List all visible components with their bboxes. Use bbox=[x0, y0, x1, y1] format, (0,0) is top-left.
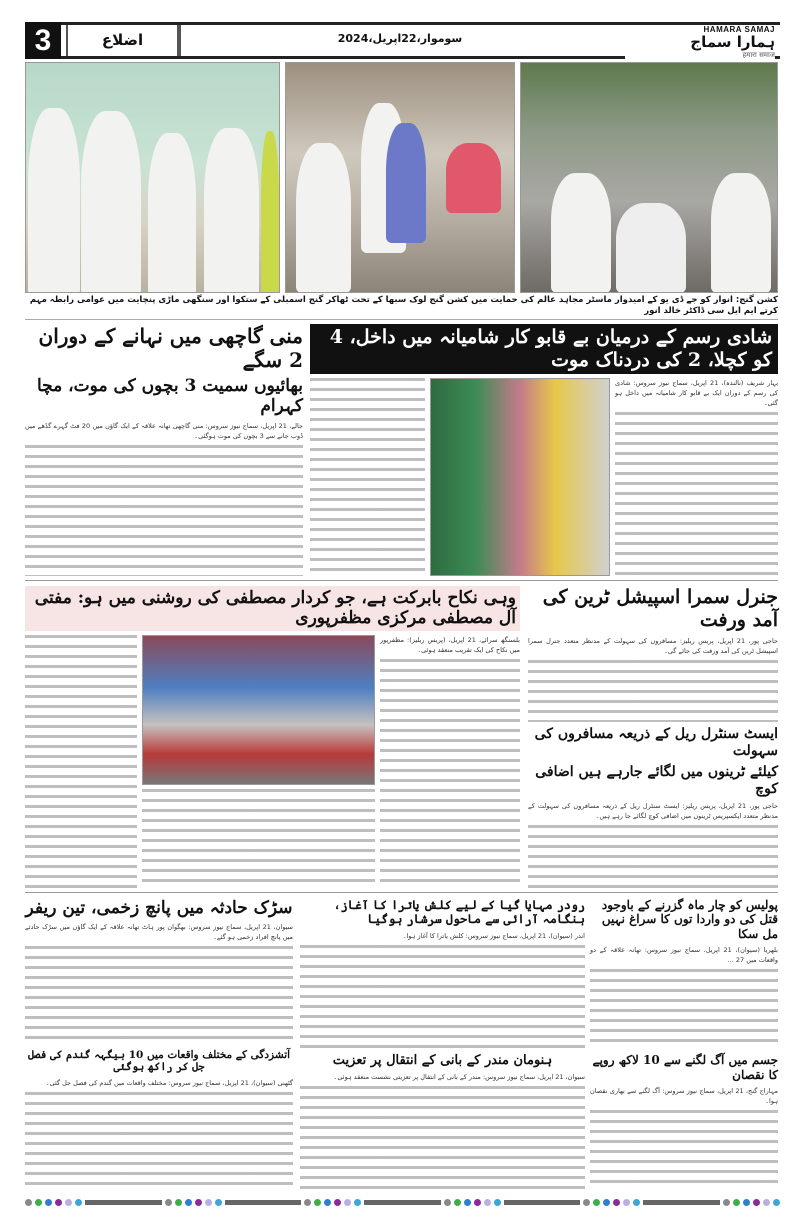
story-text-wedding-accident-2 bbox=[310, 378, 425, 576]
story-text-extra-coaches bbox=[528, 825, 778, 888]
logo-english: HAMARA SAMAJ bbox=[703, 25, 775, 34]
footer-bar-segment bbox=[504, 1200, 581, 1205]
story-lede-wedding-accident: بہار شریف (نالندہ)، 21 اپریل، سماج نیوز سروس: شادی کی رسم کے دوران ایک بے قابو کار شامیانہ میں داخل ہو گئی۔ bbox=[615, 378, 778, 407]
footer-decorative-bar bbox=[25, 1198, 780, 1206]
issue-date: سوموار،22اپریل،2024 bbox=[337, 32, 463, 45]
headline-police-murder: پولیس کو چار ماہ گزرنے کے باوجود قتل کی دو واردا توں کا سراغ نہیں مل سکا bbox=[601, 898, 778, 941]
divider bbox=[25, 892, 778, 893]
story-text-drowning bbox=[25, 445, 303, 576]
photo-public-gathering bbox=[520, 62, 778, 293]
photo-group-standing bbox=[25, 62, 280, 293]
story-lede-kalash-yatra: اندر (سیوان)، 21 اپریل، سماج نیوز سروس: کلش یاترا کا آغاز ہوا۔ bbox=[402, 931, 585, 940]
footer-dot bbox=[474, 1199, 481, 1206]
footer-dot bbox=[494, 1199, 501, 1206]
footer-dot bbox=[583, 1199, 590, 1206]
footer-dot bbox=[484, 1199, 491, 1206]
footer-dot bbox=[45, 1199, 52, 1206]
story-text-nikah-2 bbox=[25, 635, 137, 888]
footer-bar-segment bbox=[364, 1200, 441, 1205]
footer-dot bbox=[344, 1199, 351, 1206]
story-text-wedding-accident bbox=[615, 412, 778, 576]
subheadline-extra-coaches: کیلئے ٹرینوں میں لگائے جارہے ہیں اضافی کوچ bbox=[535, 763, 778, 797]
headline-condolence: ہنومان مندر کے بانی کے انتقال پر تعزیت bbox=[332, 1052, 553, 1068]
story-lede-special-train: حاجی پور، 21 اپریل، پریس ریلیز: مسافروں کی سہولت کے مدنظر متعدد جنرل سمرا اسپیشل ٹرین کی آمد ورفت کی جائے گی۔ bbox=[528, 636, 778, 655]
headline-road-accident: سڑک حادثہ میں پانچ زخمی، تین ریفر bbox=[25, 898, 293, 918]
story-drowning bbox=[25, 324, 303, 576]
footer-dot bbox=[723, 1199, 730, 1206]
footer-dot bbox=[613, 1199, 620, 1206]
footer-dot bbox=[185, 1199, 192, 1206]
footer-dot bbox=[773, 1199, 780, 1206]
story-trains bbox=[528, 586, 778, 888]
footer-dot bbox=[175, 1199, 182, 1206]
story-text-nikah-3 bbox=[142, 789, 375, 888]
footer-dot bbox=[334, 1199, 341, 1206]
footer-dot bbox=[623, 1199, 630, 1206]
headline-fire-loss: جسم میں آگ لگنے سے 10 لاکھ روپے کا نقصان bbox=[592, 1053, 778, 1082]
story-text-wheat-fire bbox=[25, 1092, 293, 1190]
logo-urdu: ہمارا سماج bbox=[690, 33, 775, 51]
story-lede-drowning: جالے، 21 اپریل، سماج نیوز سروس: منی گاچھی تھانہ علاقہ کے ایک گاؤں میں 20 فٹ گہرے گڈھے میں ڈوب جانے سے 3 بچوں کی موت ہوگئی۔ bbox=[25, 421, 303, 440]
story-text-road-accident bbox=[25, 946, 293, 1044]
headline-extra-coaches: ایسٹ سنٹرل ریل کے ذریعہ مسافروں کی سہولت bbox=[534, 726, 778, 759]
footer-dot bbox=[753, 1199, 760, 1206]
footer-dot bbox=[215, 1199, 222, 1206]
footer-dot bbox=[65, 1199, 72, 1206]
photo-grieving-family bbox=[430, 378, 610, 576]
story-text-police-murder bbox=[590, 969, 778, 1049]
footer-dot bbox=[55, 1199, 62, 1206]
footer-dot bbox=[165, 1199, 172, 1206]
story-column-left bbox=[25, 898, 293, 1190]
photo-meeting-seated bbox=[285, 62, 515, 293]
footer-dot bbox=[314, 1199, 321, 1206]
story-lede-wheat-fire: گٹھنی (سیوان)، 21 اپریل، سماج نیوز سروس: مختلف واقعات میں گندم کی فصل جل گئی۔ bbox=[45, 1078, 293, 1087]
story-lede-nikah: بلسنگھ سرائے، 21 اپریل، (پریس ریلیز): مظفرپور میں نکاح کی ایک تقریب منعقد ہوئی۔ bbox=[380, 635, 520, 654]
footer-dot bbox=[444, 1199, 451, 1206]
story-wedding-accident bbox=[310, 324, 778, 576]
footer-dot bbox=[205, 1199, 212, 1206]
story-text-special-train bbox=[528, 660, 778, 723]
footer-bar-segment bbox=[643, 1200, 720, 1205]
photo-nikah-gathering bbox=[142, 635, 375, 785]
footer-dot bbox=[743, 1199, 750, 1206]
footer-dot bbox=[593, 1199, 600, 1206]
footer-dot bbox=[304, 1199, 311, 1206]
footer-bar-segment bbox=[225, 1200, 302, 1205]
photo-caption: کشن گنج: انوار کو جے ڈی یو کے امیدوار ماسٹر مجاہد عالم کی حمایت میں کشن گنج لوک سبھا کے تحت ٹھاکر گنج اسمبلی کے ستکوا اور سنگھی ماڑی پنچایت میں عوامی رابطہ مہم کرتے ایم ایل سی ڈاکٹر خالد انور bbox=[25, 295, 778, 320]
footer-dot bbox=[195, 1199, 202, 1206]
story-text-kalash-yatra bbox=[300, 945, 585, 1049]
story-lede-road-accident: سیوان، 21 اپریل، سماج نیوز سروس: بھگوان پور ہاٹ تھانہ علاقہ کے ایک گاؤں میں سڑک حادثے میں پانچ افراد زخمی ہو گئے۔ bbox=[25, 923, 293, 942]
story-lede-extra-coaches: حاجی پور، 21 اپریل، پریس ریلیز: ایسٹ سنٹرل ریل کے ذریعہ مسافروں کی سہولت کے مدنظر متعدد ایکسپریس ٹرینوں میں اضافی کوچ لگائے جا رہے ہیں۔ bbox=[528, 802, 778, 821]
footer-dot bbox=[454, 1199, 461, 1206]
footer-dot bbox=[35, 1199, 42, 1206]
footer-dot bbox=[324, 1199, 331, 1206]
footer-dot bbox=[633, 1199, 640, 1206]
story-column-right bbox=[590, 898, 778, 1190]
headline-drowning: منی گاچھی میں نہانے کے دوران 2 سگے bbox=[38, 324, 303, 372]
footer-dot bbox=[763, 1199, 770, 1206]
divider bbox=[25, 580, 778, 581]
headline-nikah: وہی نکاح بابرکت ہے، جو کردار مصطفی کی روشنی میں ہو: مفتی آل مصطفی مرکزی مظفرپوری bbox=[25, 586, 520, 631]
footer-dot bbox=[603, 1199, 610, 1206]
story-lede-condolence: سیوان، 21 اپریل، سماج نیوز سروس: مندر کے بانی کے انتقال پر تعزیتی نشست منعقد ہوئی۔ bbox=[333, 1073, 585, 1082]
headline-kalash-yatra: رودر مہایا گیا کے لیے کلش یاترا کا آغاز، ہنگامہ آرائی سے ماحول سرشار ہوگیا bbox=[333, 898, 585, 927]
story-column-middle bbox=[300, 898, 585, 1190]
newspaper-logo bbox=[625, 25, 775, 59]
story-lede-police-murder: بلھریا (سیوان)، 21 اپریل، سماج نیوز سروس: تھانہ علاقہ کے دو واقعات میں 27 ... bbox=[590, 946, 778, 965]
footer-dot bbox=[464, 1199, 471, 1206]
logo-hindi: हमारा समाज bbox=[742, 51, 775, 59]
footer-bar-segment bbox=[85, 1200, 162, 1205]
story-text-condolence bbox=[300, 1086, 585, 1190]
footer-dot bbox=[75, 1199, 82, 1206]
footer-dot bbox=[733, 1199, 740, 1206]
story-nikah bbox=[25, 586, 520, 888]
footer-dot bbox=[25, 1199, 32, 1206]
story-text-fire-loss bbox=[590, 1110, 778, 1190]
subheadline-drowning: بھائیوں سمیت 3 بچوں کی موت، مچا کہرام bbox=[37, 376, 303, 417]
headline-wedding-accident: شادی رسم کے درمیان بے قابو کار شامیانہ میں داخل، 4 کو کچلا، 2 کی دردناک موت bbox=[310, 324, 778, 374]
headline-special-train: جنرل سمرا اسپیشل ٹرین کی آمد ورفت bbox=[542, 586, 778, 631]
headline-wheat-fire: آتشزدگی کے مختلف واقعات میں 10 بیگہہ گندم کی فصل جل کر راکھ ہوگئی bbox=[27, 1048, 291, 1074]
page-number: 3 bbox=[25, 22, 61, 59]
story-text-nikah bbox=[380, 659, 520, 888]
section-title: اضلاع bbox=[66, 25, 181, 56]
footer-dot bbox=[354, 1199, 361, 1206]
story-lede-fire-loss: مہاراج گنج، 21 اپریل، سماج نیوز سروس: آگ لگنے سے بھاری نقصان ہوا۔ bbox=[590, 1086, 778, 1105]
